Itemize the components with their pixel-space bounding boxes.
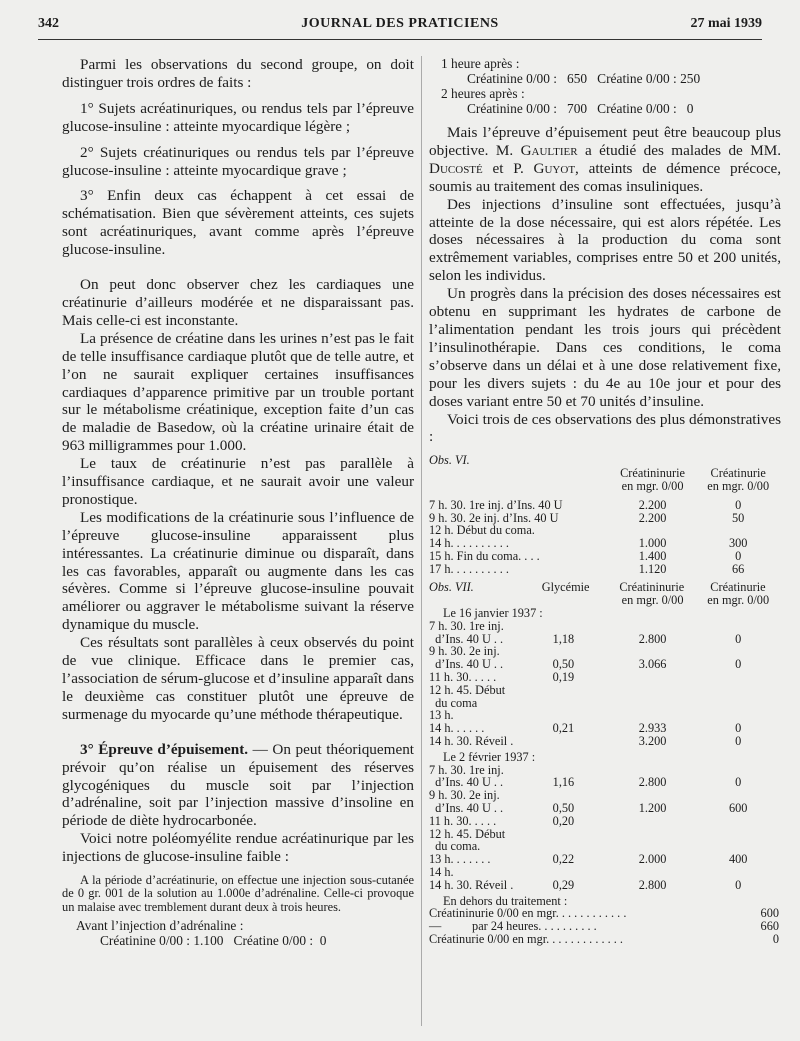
creatininurie-value: 1.120 bbox=[638, 561, 667, 576]
column-header: Créatinurie bbox=[710, 580, 766, 595]
creatininurie-value bbox=[610, 815, 696, 828]
creatinurie-value: 300 bbox=[728, 536, 748, 551]
row-label: 7 h. 30. 1re inj. bbox=[429, 762, 504, 777]
paragraph: Ces résultats sont parallèles à ceux observés du point de vue clinique. Efficace dans le premier cas, l’association de sérum-glucose et d’insuline apparaît dans le deuxième cas constituer plutôt une épreuve de surmenage du myocarde qu’une méthode thérapeutique. bbox=[62, 634, 414, 723]
paragraph: Un progrès dans la précision des doses nécessaires est obtenu en supprimant les hydrates de carbone de l’alimentation pendant les trois jours qui précèdent l’insulinothérapie. Dans ces conditions, le coma s’observe dans un délai et à une dose relativement fixe, pour les divers sujets : du 4e au 10e jour et pour des doses variant entre 50 et 70 unités d’insuline. bbox=[429, 285, 781, 410]
row-label: 9 h. 30. 2e inj. d’Ins. 40 U bbox=[429, 510, 559, 525]
table-row bbox=[429, 853, 781, 866]
table-row bbox=[429, 499, 781, 512]
h2-label: 2 heures après : bbox=[441, 86, 525, 101]
table-row bbox=[429, 933, 781, 946]
row-label: 13 h. . . . . . . bbox=[429, 852, 491, 867]
creatinurie-value: 600 bbox=[728, 801, 748, 816]
row-label: 12 h. 45. Début bbox=[429, 682, 506, 697]
creatininurie-value: 2.200 bbox=[638, 497, 667, 512]
glycemie-value bbox=[553, 697, 610, 710]
outside-rows bbox=[429, 907, 781, 945]
adrenaline-results bbox=[429, 56, 781, 116]
glycemie-value bbox=[553, 866, 610, 879]
paragraph bbox=[429, 124, 781, 196]
header-spacer bbox=[429, 480, 610, 493]
page-header bbox=[38, 16, 762, 36]
creatininurie-value: 2.800 bbox=[638, 775, 667, 790]
header-rule bbox=[38, 39, 762, 40]
glycemie-value: 0,20 bbox=[552, 813, 575, 828]
glycemie-value bbox=[553, 735, 610, 748]
creatinurie-value: 0 bbox=[735, 497, 742, 512]
row-label: 11 h. 30. . . . . bbox=[429, 813, 497, 828]
row-label: 14 h. bbox=[429, 865, 454, 880]
glycemie-value: 0,21 bbox=[552, 721, 575, 736]
column-header: en mgr. 0/00 bbox=[621, 593, 684, 608]
creatinurie-value bbox=[695, 866, 781, 879]
before-label: Avant l’injection d’adrénaline : bbox=[76, 918, 244, 934]
row-label: d’Ins. 40 U . . bbox=[429, 631, 504, 646]
table-row bbox=[429, 828, 781, 841]
row-label: 15 h. Fin du coma. . . . bbox=[429, 548, 540, 563]
page-number: 342 bbox=[38, 16, 59, 31]
paragraph: Parmi les observations du second groupe, on doit distinguer trois ordres de faits : bbox=[62, 56, 414, 91]
author-name: Ducosté bbox=[429, 159, 483, 177]
column-header: en mgr. 0/00 bbox=[707, 593, 770, 608]
table-row bbox=[429, 802, 781, 815]
creatininurie-value: 1.000 bbox=[638, 536, 667, 551]
creatininurie-value bbox=[610, 620, 696, 633]
obs-vii-rows-2 bbox=[429, 764, 781, 892]
obs-date: Le 16 janvier 1937 : bbox=[443, 606, 543, 621]
row-label: Créatinurie 0/00 en mgr. . . . . . . . . . . . . bbox=[429, 932, 623, 946]
creatinurie-value bbox=[695, 684, 781, 697]
row-label: 14 h. . . . . . bbox=[429, 721, 485, 736]
before-block bbox=[62, 918, 414, 948]
creatinurie-value: 0 bbox=[735, 775, 742, 790]
glycemie-value: 1,18 bbox=[552, 631, 575, 646]
paragraph: On peut donc observer chez les cardiaques une créatinurie d’ailleurs modérée et ne disparaissant pas. Mais celle-ci est inconstante. bbox=[62, 276, 414, 329]
paragraph: 3° Enfin deux cas échappent à cet essai de schématisation. Bien que sévèrement atteints, ces sujets sont acréatinuriques, avant comme après l’épreuve glucose-insuline. bbox=[62, 187, 414, 259]
paragraph: La présence de créatine dans les urines n’est pas le fait de telle insuffisance cardiaque plutôt que de telle autre, et l’on ne saurait expliquer certaines insuffisances cardiaques d’apparence primitive par un trouble portant sur le métabolisme créatinique, exception faite d’un cas de maladie de Basedow, où la créatine urinaire était de 963 milligrammes pour 1.000. bbox=[62, 329, 414, 455]
table-row bbox=[429, 815, 781, 828]
table-row bbox=[429, 735, 781, 748]
table-row bbox=[429, 563, 781, 576]
creatinurie-value: 400 bbox=[728, 852, 748, 867]
issue-date: 27 mai 1939 bbox=[690, 16, 762, 31]
outside-value: 0 bbox=[772, 932, 779, 946]
glycemie-value bbox=[553, 684, 610, 697]
column-divider bbox=[421, 56, 422, 1026]
obs-title: Obs. VII. bbox=[429, 580, 474, 595]
journal-title: JOURNAL DES PRATICIENS bbox=[301, 16, 499, 31]
obs-vii-rows-1 bbox=[429, 620, 781, 748]
creatininurie-value: 2.800 bbox=[638, 631, 667, 646]
text: et P. bbox=[482, 159, 534, 177]
creatinurie-value: 0 bbox=[735, 657, 742, 672]
outside-value: 600 bbox=[760, 906, 779, 921]
glycemie-value: 0,19 bbox=[552, 670, 575, 685]
glycemie-value bbox=[553, 620, 610, 633]
creatininurie-value: 2.800 bbox=[638, 877, 667, 892]
table-header bbox=[429, 480, 781, 493]
creatininurie-value bbox=[610, 671, 696, 684]
creatininurie-value bbox=[610, 697, 696, 710]
row-label: du coma bbox=[429, 695, 478, 710]
row-label: 9 h. 30. 2e inj. bbox=[429, 644, 500, 659]
author-name: Gaultier bbox=[520, 141, 578, 159]
creatininurie-value: 1.400 bbox=[638, 548, 667, 563]
row-label: — par 24 heures. . . . . . . . . . bbox=[429, 919, 597, 934]
text: , atteints de démence précoce, soumis au traitement des comas insuliniques. bbox=[429, 159, 781, 195]
creatinurie-value bbox=[695, 815, 781, 828]
obs-vi-table bbox=[429, 454, 781, 575]
creatinurie-value bbox=[695, 671, 781, 684]
column-header: Créatinurie bbox=[710, 466, 766, 481]
section-text: — On peut théoriquement prévoir qu’on réalise un épuisement des réserves glycogéniques du muscle soit par l’injection d’adrénaline, soit par l’injection massive d’insoline en période de diète hydrocarbonée. bbox=[62, 740, 415, 830]
column-header: Créatininurie bbox=[619, 580, 685, 595]
table-row bbox=[429, 550, 781, 563]
h1-label: 1 heure après : bbox=[441, 56, 520, 71]
column-header: Glycémie bbox=[541, 580, 590, 595]
glycemie-value: 0,22 bbox=[552, 852, 575, 867]
creatinurie-value: 50 bbox=[732, 510, 745, 525]
author-name: Guyot bbox=[533, 159, 576, 177]
row-label: 12 h. 45. Début bbox=[429, 826, 506, 841]
table-row bbox=[429, 697, 781, 710]
creatininurie-value: 1.200 bbox=[638, 801, 667, 816]
paragraph: Des injections d’insuline sont effectuées, jusqu’à atteinte de la dose nécessaire, qui est alors répétée. Les doses nécessaires à la production du coma sont extrêmement variables, comprises entre 50 et 200 unités, selon les individus. bbox=[429, 195, 781, 285]
table-row bbox=[429, 537, 781, 550]
table-row bbox=[429, 620, 781, 633]
row-label: 14 h. 30. Réveil . bbox=[429, 877, 514, 892]
obs-date: Le 2 février 1937 : bbox=[443, 749, 536, 764]
creatininurie-value bbox=[610, 684, 696, 697]
row-label: d’Ins. 40 U . . bbox=[429, 657, 504, 672]
h2-values: Créatinine 0/00 : 700 Créatine 0/00 : 0 bbox=[467, 101, 694, 116]
column-header: Créatininurie bbox=[620, 466, 685, 481]
section-heading: 3° Épreuve d’épuisement. bbox=[80, 740, 249, 758]
obs-title: Obs. VI. bbox=[429, 453, 470, 468]
creatininurie-value: 3.066 bbox=[638, 657, 667, 672]
table-row bbox=[429, 866, 781, 879]
table-row bbox=[429, 671, 781, 684]
paragraph: Voici notre poléomyélite rendue acréatinurique par les injections de glucose-insuline faible : bbox=[62, 830, 414, 866]
row-label: 9 h. 30. 2e inj. bbox=[429, 788, 500, 803]
glycemie-value: 0,50 bbox=[552, 801, 575, 816]
h1-values: Créatinine 0/00 : 650 Créatine 0/00 : 250 bbox=[467, 71, 701, 86]
obs-vii-table bbox=[429, 581, 781, 945]
creatininurie-value bbox=[610, 828, 696, 841]
column-header: en mgr. 0/00 bbox=[621, 478, 684, 493]
row-label: 14 h. 30. Réveil . bbox=[429, 734, 514, 749]
row-label: 7 h. 30. 1re inj. bbox=[429, 618, 504, 633]
paragraph bbox=[62, 741, 414, 831]
outside-value: 660 bbox=[760, 919, 779, 934]
paragraph: 2° Sujets créatinuriques ou rendus tels par l’épreuve glucose-insuline : atteinte myocardique grave ; bbox=[62, 143, 414, 179]
creatininurie-value bbox=[610, 866, 696, 879]
creatinurie-value: 66 bbox=[732, 561, 745, 576]
creatinurie-value: 0 bbox=[735, 548, 742, 563]
text: Mais l’épreuve d’épuisement peut être beaucoup plus objective. M. bbox=[429, 124, 781, 159]
row-label: 17 h. . . . . . . . . . bbox=[429, 561, 509, 576]
right-column bbox=[429, 56, 781, 946]
table-row bbox=[429, 879, 781, 892]
header-spacer bbox=[429, 467, 610, 480]
row-label: du coma. bbox=[429, 839, 481, 854]
row-label: d’Ins. 40 U . . bbox=[429, 775, 504, 790]
creatinurie-value bbox=[695, 828, 781, 841]
row-label: Créatininurie 0/00 en mgr. . . . . . . . . . . . bbox=[429, 906, 627, 921]
creatinurie-value bbox=[695, 697, 781, 710]
column-header: en mgr. 0/00 bbox=[707, 478, 770, 493]
paragraph: 1° Sujets acréatinuriques, ou rendus tels par l’épreuve glucose-insuline : atteinte myocardique légère ; bbox=[62, 99, 414, 135]
row-label: 13 h. bbox=[429, 708, 454, 723]
creatininurie-value: 2.200 bbox=[638, 510, 667, 525]
note: A la période d’acréatinurie, on effectue une injection sous-cutanée de 0 gr. 001 de la solution au 1.000e d’adrénaline. Celle-ci provoque un malaise avec tremblement durant deux à trois heures. bbox=[62, 873, 414, 914]
paragraph: Les modifications de la créatinurie sous l’influence de l’épreuve glucose-insuline apparaissent plus intéressantes. La créatinurie diminue ou disparaît, dans les cas favorables, apparaît ou augmente dans les cas sévères. Comme si l’épreuve glucose-insuline pouvait améliorer ou aggraver le métabolisme suivant la réserve dynamique du muscle. bbox=[62, 508, 414, 634]
outside-label: En dehors du traitement : bbox=[443, 893, 568, 908]
glycemie-value: 0,50 bbox=[552, 657, 575, 672]
row-label: 11 h. 30. . . . . bbox=[429, 670, 497, 685]
creatinurie-value: 0 bbox=[735, 631, 742, 646]
creatinurie-value: 0 bbox=[735, 877, 742, 892]
table-header bbox=[429, 467, 781, 480]
row-label: 14 h. . . . . . . . . . bbox=[429, 536, 509, 551]
paragraph: Le taux de créatinurie n’est pas parallèle à l’insuffisance cardiaque, et ne saurait avoir une valeur pronostique. bbox=[62, 455, 414, 508]
obs-vi-rows bbox=[429, 499, 781, 576]
paragraph: Voici trois de ces observations des plus démonstratives : bbox=[429, 410, 781, 446]
left-column bbox=[62, 56, 414, 948]
creatininurie-value: 2.000 bbox=[638, 852, 667, 867]
creatininurie-value: 2.933 bbox=[638, 721, 667, 736]
creatinurie-value: 0 bbox=[735, 734, 742, 749]
creatinurie-value bbox=[695, 620, 781, 633]
table-row bbox=[429, 684, 781, 697]
creatinurie-value: 0 bbox=[735, 721, 742, 736]
glycemie-value: 0,29 bbox=[552, 877, 575, 892]
row-label: 7 h. 30. 1re inj. d’Ins. 40 U bbox=[429, 497, 563, 512]
before-values: Créatinine 0/00 : 1.100 Créatine 0/00 : 0 bbox=[100, 933, 327, 949]
text: a étudié des malades de MM. bbox=[577, 141, 782, 159]
row-label: 12 h. Début du coma. bbox=[429, 523, 535, 538]
glycemie-value: 1,16 bbox=[552, 775, 575, 790]
creatininurie-value: 3.200 bbox=[638, 734, 667, 749]
row-label: d’Ins. 40 U . . bbox=[429, 801, 504, 816]
glycemie-value bbox=[553, 828, 610, 841]
